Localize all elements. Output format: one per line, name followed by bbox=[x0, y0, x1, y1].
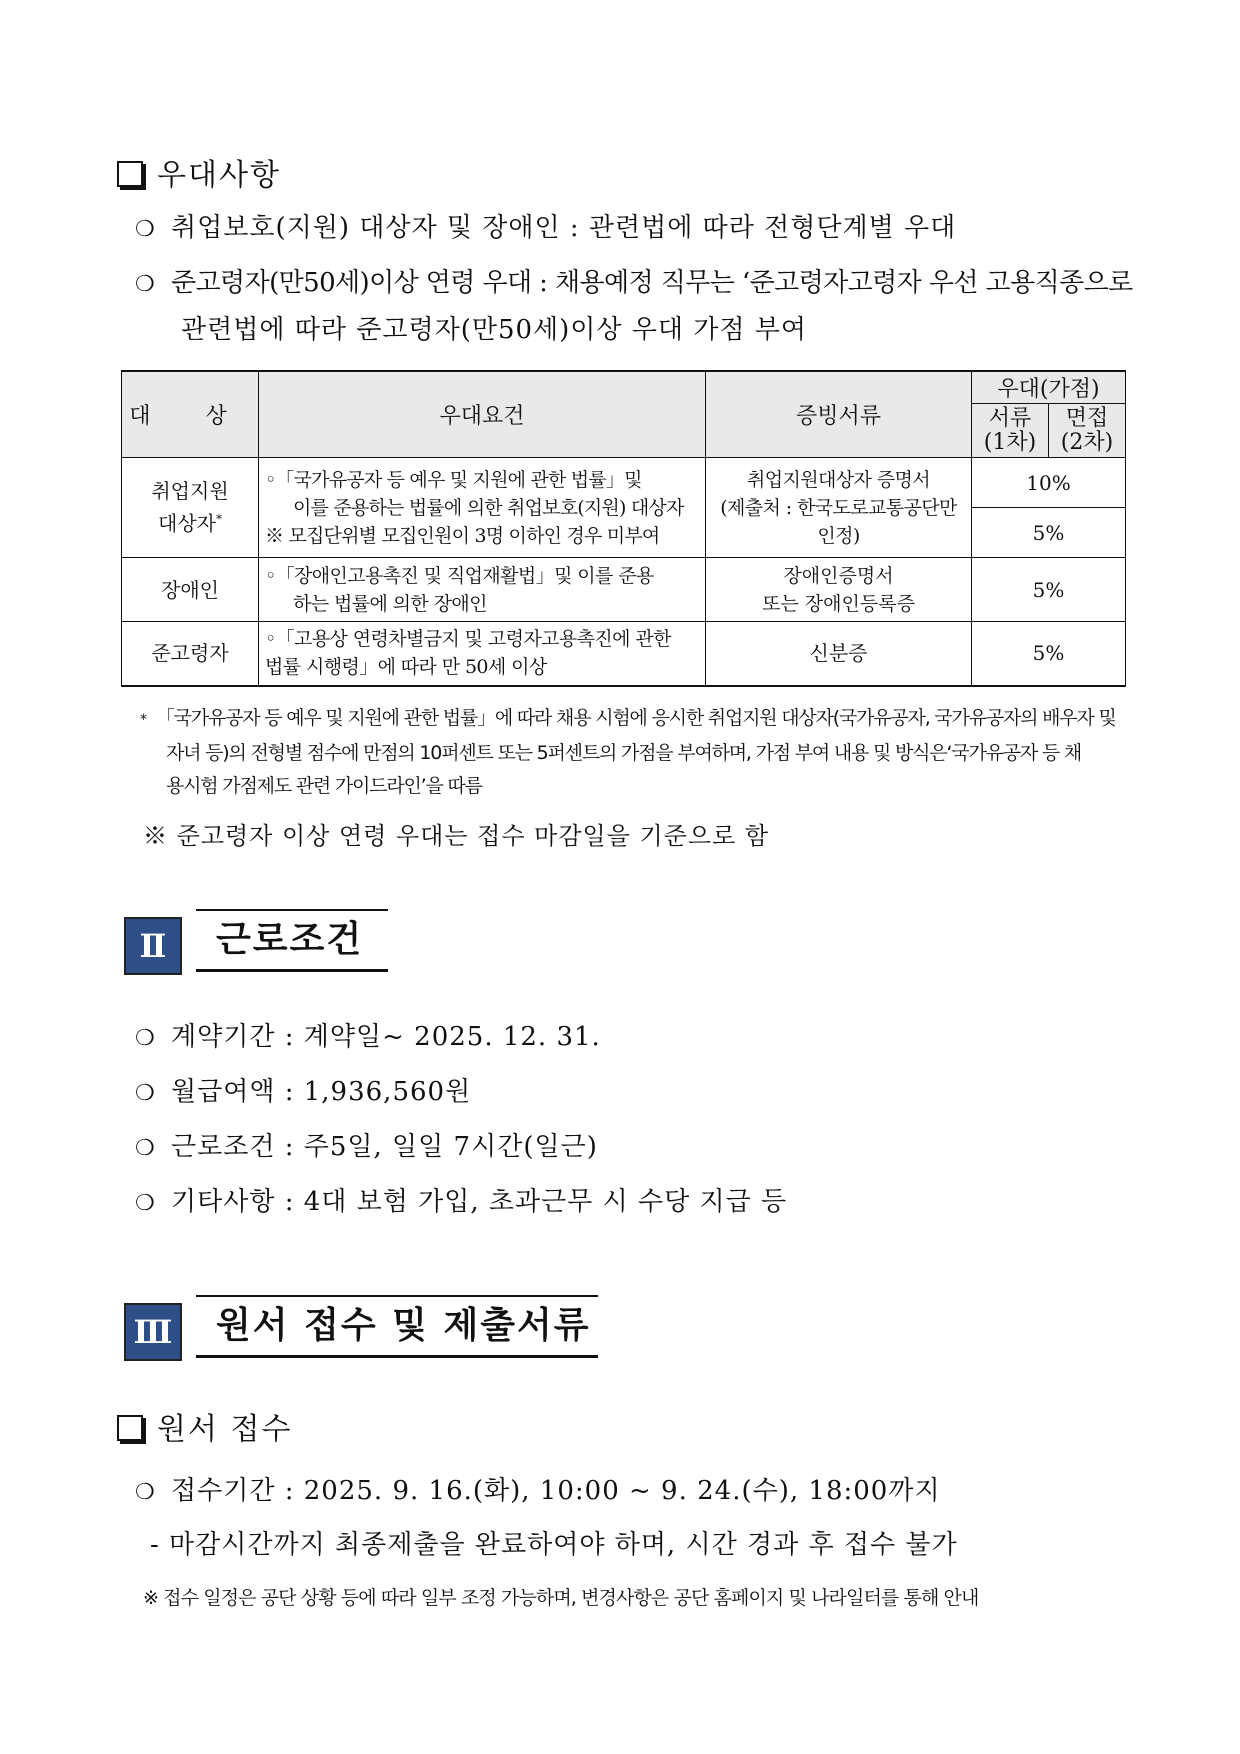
section-3-title: 원서 접수 및 제출서류 bbox=[196, 1295, 598, 1358]
work-item-3: ❍ 근로조건 : 주5일, 일일 7시간(일근) bbox=[135, 1132, 598, 1162]
header-docs: 증빙서류 bbox=[706, 371, 972, 458]
pref-item-1-text: 취업보호(지원) 대상자 및 장애인 : 관련법에 따라 전형단계별 우대 bbox=[171, 213, 957, 243]
schedule-note: ※ 접수 일정은 공단 상황 등에 따라 일부 조정 가능하며, 변경사항은 공단 홈페이지 및 나라일터를 통해 안내 bbox=[143, 1587, 979, 1609]
subsection-application bbox=[117, 1404, 292, 1448]
subsection-application-title: 원서 접수 bbox=[157, 1412, 293, 1447]
pref-item-2-line2: 관련법에 따라 준고령자(만50세)이상 우대 가점 부여 bbox=[181, 315, 808, 345]
hollow-circle-bullet-icon: ❍ bbox=[135, 1136, 156, 1161]
row1-target: 취업지원 대상자* bbox=[122, 458, 259, 558]
hollow-circle-bullet-icon: ❍ bbox=[135, 1480, 156, 1505]
pref-item-1 bbox=[135, 207, 956, 244]
section-preference-heading bbox=[117, 150, 281, 194]
work-item-4: ❍ 기타사항 : 4대 보험 가입, 초과근무 시 수당 지급 등 bbox=[135, 1187, 788, 1217]
row1-bonus-a: 10% bbox=[972, 458, 1126, 508]
header-bonus: 우대(가점) bbox=[972, 371, 1126, 404]
hollow-circle-bullet-icon: ❍ bbox=[135, 1026, 156, 1051]
row2-requirement: ◦「장애인고용촉진 및 직업재활법」및 이를 준용 하는 법률에 의한 장애인 bbox=[259, 558, 706, 622]
age-note: ※ 준고령자 이상 연령 우대는 접수 마감일을 기준으로 함 bbox=[143, 822, 770, 850]
header-requirement: 우대요건 bbox=[259, 371, 706, 458]
row3-requirement: ◦「고용상 연령차별금지 및 고령자고용촉진에 관한 법률 시행령」에 따라 만 50세 이상 bbox=[259, 622, 706, 686]
row1-requirement: ◦「국가유공자 등 예우 및 지원에 관한 법률」및 이를 준용하는 법률에 의한 취업보호(지원) 대상자 ※ 모집단위별 모집인원이 3명 이하인 경우 미부여 bbox=[259, 458, 706, 558]
deadline-note: - 마감시간까지 최종제출을 완료하여야 하며, 시간 경과 후 접수 불가 bbox=[150, 1530, 958, 1560]
row3-bonus: 5% bbox=[972, 622, 1126, 686]
footnote: * 「국가유공자 등 예우 및 지원에 관한 법률」에 따라 채용 시험에 응시한 취업지원 대상자(국가유공자, 국가유공자의 배우자 및 자녀 등)의 전형별 점수에 만점의 10퍼센트 또는 5퍼센트의 가점을 부여하며, 가점 부여 내용 및 방식은‘국가유공자 등 채 용시험 가점제도 관련 가이드라인’을 따름 bbox=[140, 707, 1116, 797]
table-row bbox=[122, 622, 1126, 686]
square-box-icon bbox=[117, 161, 143, 187]
header-interview-stage: 면접 (2차) bbox=[1049, 404, 1126, 458]
pref-item-2-line1: 준고령자(만50세)이상 연령 우대 : 채용예정 직무는 ‘준고령자고령자 우선 고용직종으로 bbox=[171, 268, 1133, 298]
table-row bbox=[122, 558, 1126, 622]
hollow-circle-bullet-icon: ❍ bbox=[135, 217, 156, 242]
square-box-icon bbox=[117, 1415, 143, 1441]
hollow-circle-bullet-icon: ❍ bbox=[135, 1191, 156, 1216]
row2-docs: 장애인증명서 또는 장애인등록증 bbox=[706, 558, 972, 622]
row1-bonus-b: 5% bbox=[972, 508, 1126, 558]
row1-docs: 취업지원대상자 증명서 (제출처 : 한국도로교통공단만 인정) bbox=[706, 458, 972, 558]
hollow-circle-bullet-icon: ❍ bbox=[135, 272, 155, 297]
section-2-number: Ⅱ bbox=[124, 917, 182, 975]
row2-bonus: 5% bbox=[972, 558, 1126, 622]
row3-target: 준고령자 bbox=[122, 622, 259, 686]
section-2-title: 근로조건 bbox=[196, 909, 388, 972]
work-item-1: ❍ 계약기간 : 계약일~ 2025. 12. 31. bbox=[135, 1022, 601, 1052]
pref-item-2 bbox=[135, 262, 1133, 299]
application-period: ❍ 접수기간 : 2025. 9. 16.(화), 10:00 ~ 9. 24.(수), 18:00까지 bbox=[135, 1476, 941, 1506]
preference-table bbox=[121, 370, 1126, 687]
hollow-circle-bullet-icon: ❍ bbox=[135, 1081, 156, 1106]
section-3-number: Ⅲ bbox=[124, 1303, 182, 1361]
header-target: 대 상 bbox=[122, 371, 259, 458]
header-doc-stage: 서류 (1차) bbox=[972, 404, 1049, 458]
row2-target: 장애인 bbox=[122, 558, 259, 622]
section-preference-title: 우대사항 bbox=[157, 158, 281, 193]
row3-docs: 신분증 bbox=[706, 622, 972, 686]
table-row bbox=[122, 458, 1126, 508]
work-item-2: ❍ 월급여액 : 1,936,560원 bbox=[135, 1077, 472, 1107]
